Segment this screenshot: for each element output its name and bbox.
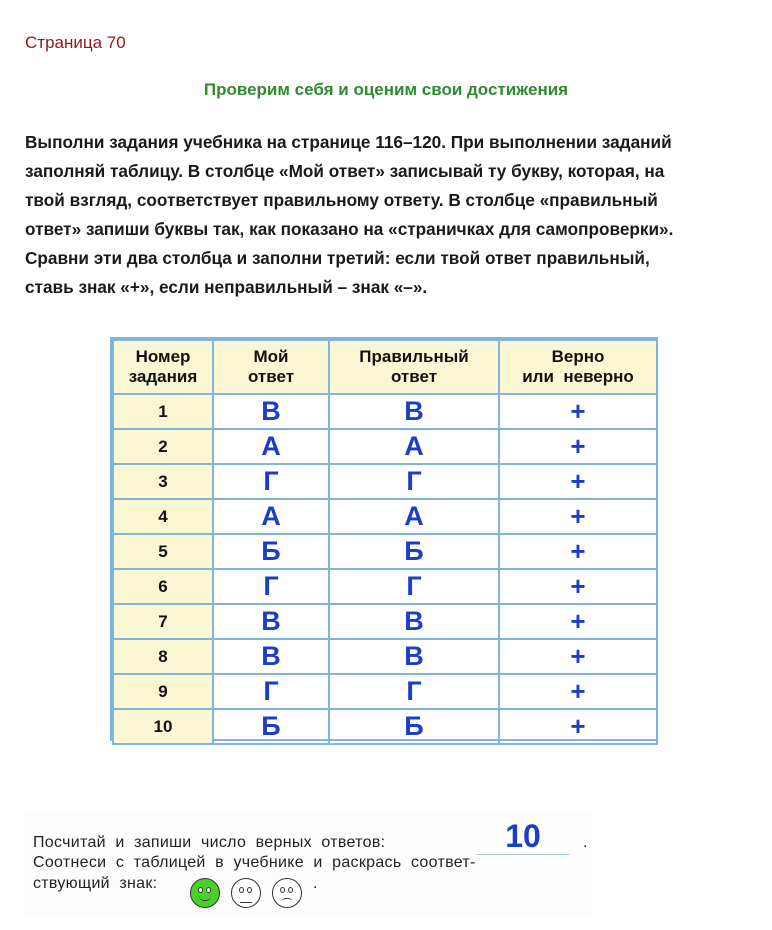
result-mark-cell[interactable]: + — [499, 639, 657, 674]
my-answer-cell[interactable]: В — [213, 604, 329, 639]
sad-face-icon[interactable] — [272, 878, 302, 908]
correct-answer-cell[interactable]: Б — [329, 709, 499, 744]
count-prompt: Посчитай и запиши число верных ответов: — [33, 834, 386, 851]
result-mark-cell[interactable]: + — [499, 604, 657, 639]
table-row — [113, 394, 657, 429]
correct-answer-cell[interactable]: В — [329, 639, 499, 674]
result-mark-cell[interactable]: + — [499, 709, 657, 744]
task-number-cell: 8 — [113, 639, 213, 674]
my-answer-cell[interactable]: В — [213, 639, 329, 674]
instructions-line: твой взгляд, соответствует правильному ответу. В столбце «правильный — [25, 190, 658, 210]
instructions-line: ответ» запиши буквы так, как показано на «страничках для самопроверки». — [25, 219, 674, 239]
count-period: . — [583, 834, 588, 851]
task-number-cell: 2 — [113, 429, 213, 464]
task-number-cell: 5 — [113, 534, 213, 569]
result-mark-cell[interactable]: + — [499, 569, 657, 604]
result-mark-cell[interactable]: + — [499, 499, 657, 534]
my-answer-cell[interactable]: А — [213, 429, 329, 464]
my-answer-cell[interactable]: Б — [213, 534, 329, 569]
table-row — [113, 674, 657, 709]
table-row — [113, 569, 657, 604]
correct-answer-cell[interactable]: Г — [329, 569, 499, 604]
my-answer-cell[interactable]: Б — [213, 709, 329, 744]
task-number-cell: 1 — [113, 394, 213, 429]
instructions-line: заполняй таблицу. В столбце «Мой ответ» записывай ту букву, которая, на — [25, 161, 665, 181]
result-mark-cell[interactable]: + — [499, 464, 657, 499]
correct-answer-cell[interactable]: А — [329, 429, 499, 464]
result-mark-cell[interactable]: + — [499, 429, 657, 464]
instructions-line: Сравни эти два столбца и заполни третий: если твой ответ правильный, — [25, 248, 650, 268]
instructions-line: ставь знак «+», если неправильный – знак «–». — [25, 277, 428, 297]
task-number-cell: 4 — [113, 499, 213, 534]
table-row — [113, 534, 657, 569]
result-mark-cell[interactable]: + — [499, 394, 657, 429]
correct-answer-cell[interactable]: Г — [329, 464, 499, 499]
compare-prompt: Соотнеси с таблицей в учебнике и раскрась соответ- — [33, 854, 476, 871]
color-sign-prompt: ствующий знак: — [33, 875, 158, 892]
my-answer-cell[interactable]: Г — [213, 569, 329, 604]
correct-answer-cell[interactable]: В — [329, 604, 499, 639]
summary-panel — [25, 812, 593, 917]
correct-answer-cell[interactable]: Г — [329, 674, 499, 709]
task-number-cell: 10 — [113, 709, 213, 744]
table-header-row — [113, 340, 657, 394]
faces-period: . — [313, 875, 318, 892]
table-row — [113, 639, 657, 674]
page-number-label: Страница 70 — [25, 33, 126, 52]
table-row — [113, 604, 657, 639]
task-number-cell: 3 — [113, 464, 213, 499]
task-number-cell: 9 — [113, 674, 213, 709]
task-number-cell: 7 — [113, 604, 213, 639]
neutral-face-icon[interactable] — [231, 878, 261, 908]
instructions-line: Выполни задания учебника на странице 116–120. При выполнении заданий — [25, 132, 672, 152]
header-my-answer: Мой ответ — [213, 340, 329, 394]
my-answer-cell[interactable]: Г — [213, 464, 329, 499]
my-answer-cell[interactable]: Г — [213, 674, 329, 709]
result-mark-cell[interactable]: + — [499, 674, 657, 709]
correct-count-field[interactable] — [477, 816, 569, 855]
section-heading: Проверим себя и оценим свои достижения — [203, 80, 569, 99]
header-right-or-wrong: Верно или неверно — [499, 340, 657, 394]
table-row — [113, 709, 657, 744]
instructions-text — [25, 128, 760, 302]
header-task-number: Номер задания — [113, 340, 213, 394]
correct-count-value: 10 — [505, 818, 541, 854]
my-answer-cell[interactable]: А — [213, 499, 329, 534]
table-row — [113, 499, 657, 534]
happy-face-icon[interactable] — [190, 878, 220, 908]
table-row — [113, 429, 657, 464]
task-number-cell: 6 — [113, 569, 213, 604]
result-mark-cell[interactable]: + — [499, 534, 657, 569]
rating-faces — [190, 878, 310, 912]
table-row — [113, 464, 657, 499]
correct-answer-cell[interactable]: В — [329, 394, 499, 429]
correct-answer-cell[interactable]: Б — [329, 534, 499, 569]
correct-answer-cell[interactable]: А — [329, 499, 499, 534]
header-correct-answer: Правильный ответ — [329, 340, 499, 394]
answers-table — [110, 337, 658, 741]
my-answer-cell[interactable]: В — [213, 394, 329, 429]
